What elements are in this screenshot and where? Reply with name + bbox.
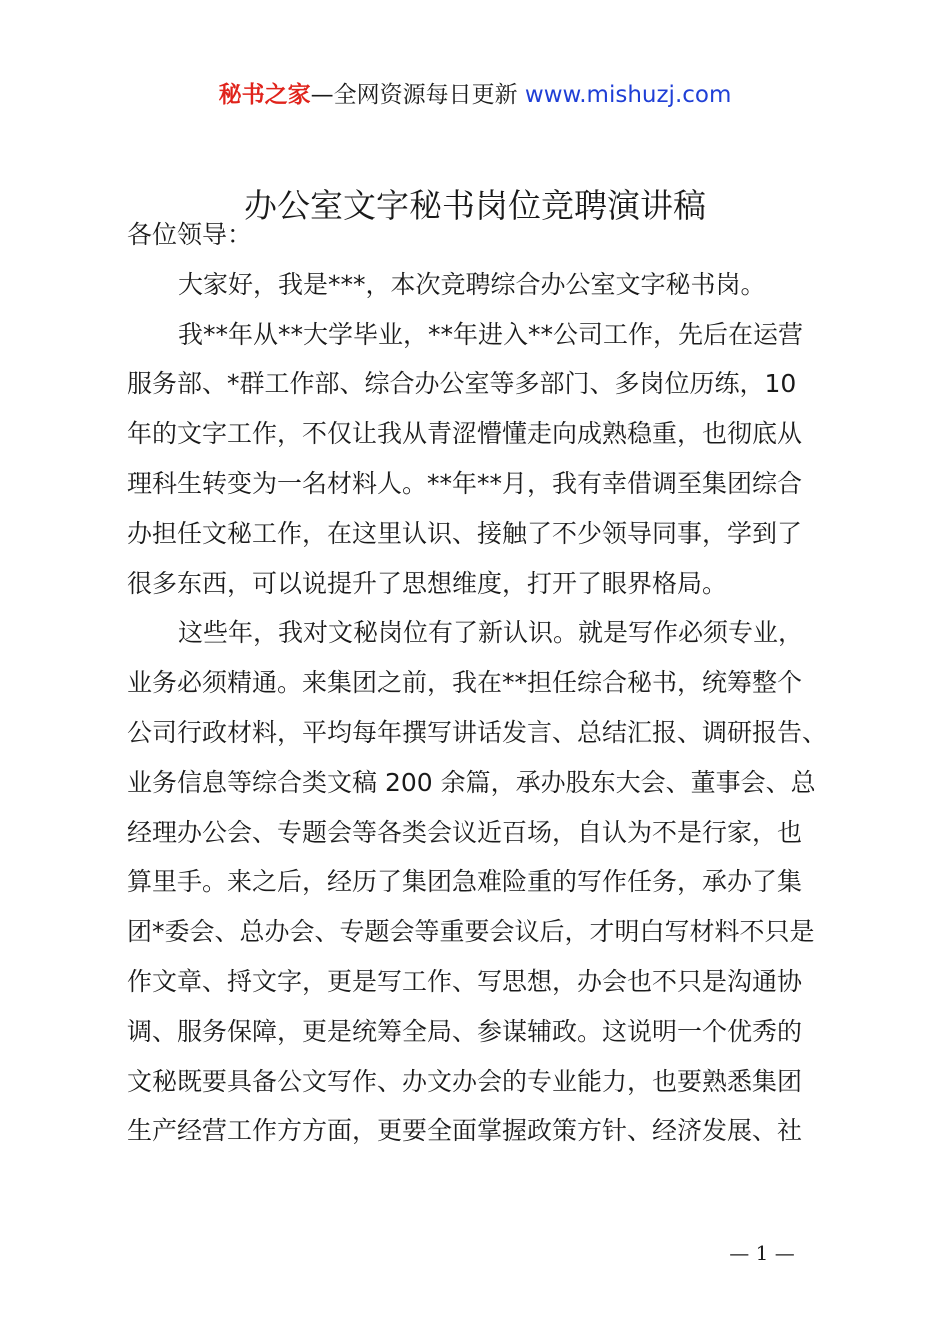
paragraph-line: 我**年从**大学毕业，**年进入**公司工作，先后在运营 (178, 319, 804, 349)
paragraph-line: 作文章、捋文字，更是写工作、写思想，办会也不只是沟通协 (127, 966, 803, 996)
site-name: 秘书之家 (218, 82, 311, 108)
paragraph-line: 大家好，我是***，本次竞聘综合办公室文字秘书岗。 (178, 269, 766, 299)
page-number: — 1 — (729, 1241, 795, 1265)
paragraph-line: 服务部、*群工作部、综合办公室等多部门、多岗位历练，10 (127, 369, 797, 399)
paragraph-line: 调、服务保障，更是统筹全局、参谋辅政。这说明一个优秀的 (127, 1016, 803, 1046)
paragraph-line: 文秘既要具备公文写作、办文办会的专业能力，也要熟悉集团 (127, 1066, 803, 1096)
paragraph-line: 公司行政材料，平均每年撰写讲话发言、总结汇报、调研报告、 (127, 717, 828, 747)
paragraph-line: 办担任文秘工作，在这里认识、接触了不少领导同事，学到了 (127, 518, 803, 548)
paragraph-line: 业务信息等综合类文稿 200 余篇，承办股东大会、董事会、总 (127, 767, 816, 797)
paragraph-line: 算里手。来之后，经历了集团急难险重的写作任务，承办了集 (127, 867, 803, 897)
paragraph-line: 业务必须精通。来集团之前，我在**担任综合秘书，统筹整个 (127, 668, 803, 698)
salutation-line: 各位领导： (127, 220, 253, 249)
paragraph-line: 经理办公会、专题会等各类会议近百场，自认为不是行家，也 (127, 817, 803, 847)
site-header (0, 78, 950, 112)
paragraph-line: 理科生转变为一名材料人。**年**月，我有幸借调至集团综合 (127, 468, 803, 498)
paragraph-line: 很多东西，可以说提升了思想维度，打开了眼界格局。 (127, 568, 728, 598)
document-body (127, 210, 837, 1156)
paragraph-line: 生产经营工作方方面，更要全面掌握政策方针、经济发展、社 (127, 1116, 803, 1146)
paragraph-line: 这些年，我对文秘岗位有了新认识。就是写作必须专业， (178, 618, 804, 648)
site-url-link[interactable]: www.mishuzj.com (524, 82, 732, 108)
paragraph-line: 年的文字工作，不仅让我从青涩懵懂走向成熟稳重，也彻底从 (127, 419, 803, 449)
paragraph-line: 团*委会、总办会、专题会等重要会议后，才明白写材料不只是 (127, 917, 815, 947)
site-slogan: —全网资源每日更新 (310, 82, 525, 108)
document-title: 办公室文字秘书岗位竞聘演讲稿 (244, 186, 706, 225)
